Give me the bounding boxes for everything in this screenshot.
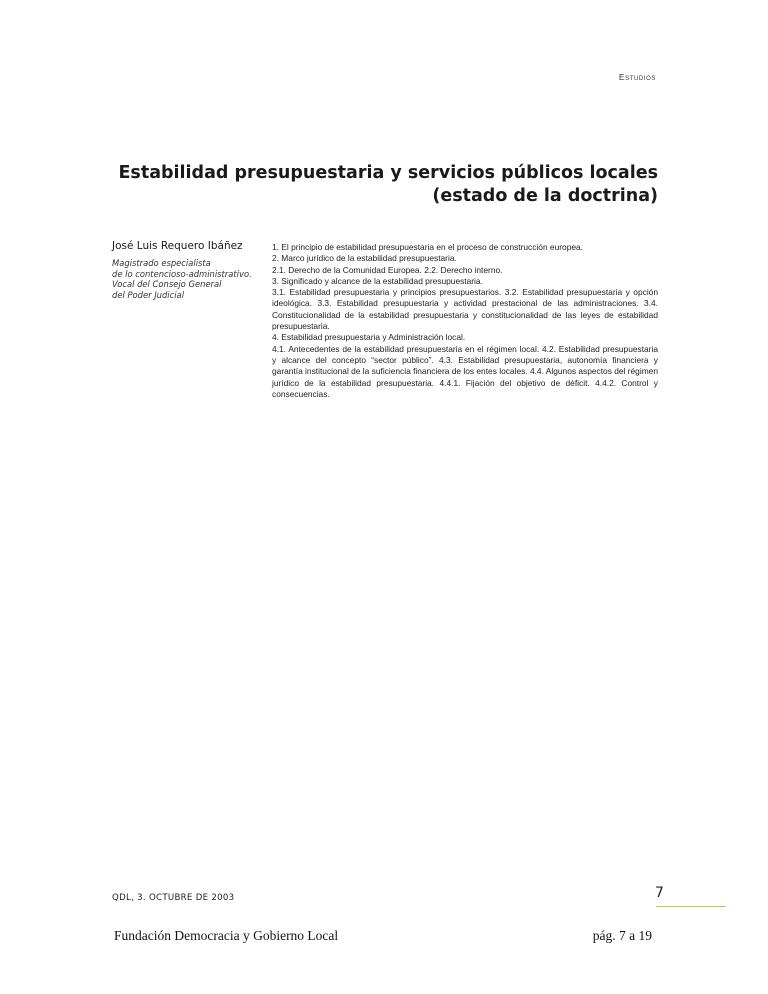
toc-entry: 4. Estabilidad presupuestaria y Administración local. — [272, 332, 466, 343]
toc-entry: 1. El principio de estabilidad presupuestaria en el proceso de construcción europea. — [272, 242, 583, 252]
toc-entry: 3.1. Estabilidad presupuestaria y principios presupuestarios. 3.2. Estabilidad presupuestaria y opción ideológica. 3.3. Estabilidad presupuestaria y actividad prestacional de las administraciones. 3.4. Constitucionalidad de la estabilidad presupuestaria y constitucionalidad de las leyes de estabilidad presupuestaria. — [272, 287, 658, 332]
publisher-name: Fundación Democracia y Gobierno Local — [114, 928, 339, 943]
section-label: Estudios — [618, 72, 656, 82]
author-role-line: del Poder Judicial — [112, 289, 185, 300]
author-block — [112, 240, 262, 300]
toc-entry: 3. Significado y alcance de la estabilidad presupuestaria. — [272, 275, 483, 286]
toc-entry: 2.1. Derecho de la Comunidad Europea. 2.2. Derecho interno. — [272, 264, 503, 275]
journal-issue: QDL, 3. OCTUBRE DE 2003 — [112, 893, 235, 903]
author-affiliation — [112, 258, 262, 300]
author-role-line: de lo contencioso-administrativo. — [112, 268, 252, 279]
title-line-1: Estabilidad presupuestaria y servicios públicos locales — [118, 163, 658, 183]
page-number: 7 — [655, 885, 664, 901]
table-of-contents — [272, 242, 658, 400]
author-role-line: Magistrado especialista — [112, 258, 211, 268]
page-number-rule — [656, 906, 726, 907]
author-role-line: Vocal del Consejo General — [112, 279, 222, 289]
toc-entry: 4.1. Antecedentes de la estabilidad presupuestaria en el régimen local. 4.2. Estabilidad presupuestaria y alcance del concepto “sector público”. 4.3. Estabilidad presupuestaria, autonomía financiera y garantía institucional de la suficiencia financiera de los entes locales. 4.4. Algunos aspectos del régimen jurídico de la estabilidad presupuestaria. 4.4.1. Fijación del objetivo de déficit. 4.4.2. Control y consecuencias. — [272, 343, 658, 399]
title-line-2: (estado de la doctrina) — [432, 186, 658, 206]
article-title — [98, 162, 658, 208]
author-name: José Luis Requero Ibáñez — [112, 240, 243, 252]
page-range: pág. 7 a 19 — [592, 928, 652, 943]
toc-entry: 2. Marco jurídico de la estabilidad presupuestaria. — [272, 253, 457, 264]
